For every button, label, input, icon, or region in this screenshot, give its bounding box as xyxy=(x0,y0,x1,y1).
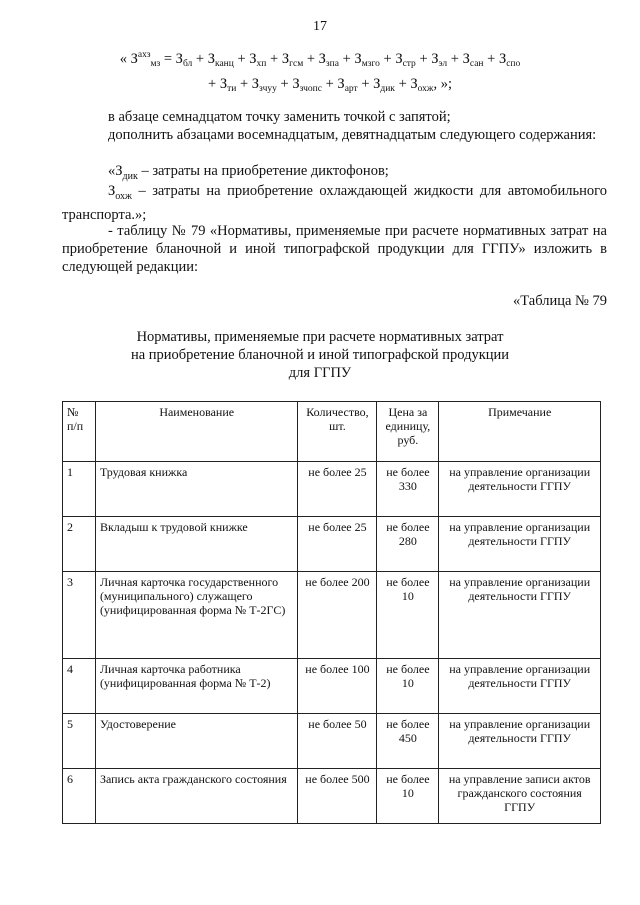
formula-term-base: З xyxy=(207,50,215,67)
formula-operator: + xyxy=(303,50,319,67)
header-price: Цена за единицу, руб. xyxy=(377,402,439,462)
cell-price: не более 10 xyxy=(377,659,439,714)
formula-term-sub: зчопс xyxy=(299,84,322,94)
formula-term-sub: охж xyxy=(417,84,434,94)
norms-table xyxy=(62,401,601,824)
p4-sub: охж xyxy=(115,190,132,202)
cell-qty: не более 25 xyxy=(298,517,377,572)
table-title xyxy=(0,328,640,382)
cell-note: на управление записи актов гражданского состояния ГГПУ xyxy=(439,769,601,824)
formula-term-base: З xyxy=(219,76,228,92)
cell-qty: не более 500 xyxy=(298,769,377,824)
formula-term-sub: зчуу xyxy=(259,84,277,94)
cell-num: 6 xyxy=(63,769,96,824)
formula-term-sub: мзго xyxy=(361,58,380,69)
formula-term-sub: эл xyxy=(438,58,448,69)
formula-lhs-sub: мз xyxy=(150,58,161,69)
formula-term-base: З xyxy=(249,50,257,67)
paragraph-5: - таблицу № 79 «Нормативы, применяемые при расчете нормативных затрат на приобретение бланочной и иной типографской продукции для ГГПУ» изложить в следующей редакции: xyxy=(62,223,607,275)
formula-operator: + xyxy=(192,50,208,67)
table-row xyxy=(63,572,601,659)
table-title-line-1: Нормативы, применяемые при расчете нормативных затрат xyxy=(136,329,504,345)
formula-term-sub: стр xyxy=(402,58,416,69)
cell-name: Удостоверение xyxy=(95,714,298,769)
cell-qty: не более 200 xyxy=(298,572,377,659)
formula-operator: + xyxy=(357,76,374,92)
cell-note: на управление организации деятельности ГГПУ xyxy=(439,714,601,769)
formula-operator: + xyxy=(415,50,432,67)
header-name: Наименование xyxy=(95,402,298,462)
cell-note: на управление организации деятельности ГГПУ xyxy=(439,462,601,517)
formula-lhs-sup: ахз xyxy=(137,50,151,60)
formula-term-sub: ти xyxy=(227,84,237,94)
cell-name: Запись акта гражданского состояния xyxy=(95,769,298,824)
paragraph-1: в абзаце семнадцатом точку заменить точкой с запятой; xyxy=(108,109,451,125)
cell-num: 2 xyxy=(63,517,96,572)
table-row xyxy=(63,714,601,769)
formula-operator: + xyxy=(236,76,252,92)
formula-term-base: З xyxy=(498,50,507,67)
table-title-line-2: на приобретение бланочной и иной типографской продукции xyxy=(130,347,510,363)
cell-name: Личная карточка работника (унифицированная форма № Т-2) xyxy=(95,659,298,714)
formula-term-base: З xyxy=(395,50,403,67)
formula-term-sub: хп xyxy=(256,58,267,69)
header-num: № п/п xyxy=(63,402,96,462)
page-number: 17 xyxy=(313,19,327,34)
formula-term-sub: арт xyxy=(344,84,358,94)
header-qty: Количество, шт. xyxy=(298,402,377,462)
formula-operator: + xyxy=(266,50,282,67)
formula-term-sub: гсм xyxy=(289,58,304,69)
cell-price: не более 450 xyxy=(377,714,439,769)
formula-line-2 xyxy=(0,76,640,94)
formula-term-base: З xyxy=(251,76,260,92)
formula-line-1 xyxy=(0,50,640,69)
formula-term-base: З xyxy=(337,76,345,92)
cell-qty: не более 50 xyxy=(298,714,377,769)
formula-term-base: З xyxy=(281,50,290,67)
cell-price: не более 280 xyxy=(377,517,439,572)
formula-operator: + xyxy=(379,50,396,67)
formula-operator: + xyxy=(394,76,411,92)
formula-term-base: З xyxy=(431,50,439,67)
cell-name: Трудовая книжка xyxy=(95,462,298,517)
formula-term-base: З xyxy=(318,50,326,67)
formula-term-sub: спо xyxy=(506,58,521,69)
formula-operator: + xyxy=(233,50,250,67)
table-reference: «Таблица № 79 xyxy=(513,293,607,309)
formula-term-sub: сан xyxy=(469,58,484,69)
formula-term-sub: канц xyxy=(214,58,234,69)
formula-term-base: З xyxy=(410,76,418,92)
cell-name: Личная карточка государственного (муниципального) служащего (унифицированная форма № Т-2ГС) xyxy=(95,572,298,659)
cell-note: на управление организации деятельности ГГПУ xyxy=(439,659,601,714)
table-row xyxy=(63,659,601,714)
cell-num: 5 xyxy=(63,714,96,769)
formula-end: , »; xyxy=(433,76,452,92)
cell-num: 3 xyxy=(63,572,96,659)
formula-operator: + xyxy=(338,50,355,67)
p3-sub: дик xyxy=(122,170,138,182)
cell-price: не более 10 xyxy=(377,572,439,659)
cell-qty: не более 100 xyxy=(298,659,377,714)
cell-name: Вкладыш к трудовой книжке xyxy=(95,517,298,572)
formula-term-base: З xyxy=(175,50,183,67)
paragraph-2: дополнить абзацами восемнадцатым, девятнадцатым следующего содержания: xyxy=(108,127,597,143)
cell-qty: не более 25 xyxy=(298,462,377,517)
cell-note: на управление организации деятельности ГГПУ xyxy=(439,572,601,659)
table-row xyxy=(63,769,601,824)
formula-operator: + xyxy=(208,76,220,92)
formula-open: « З xyxy=(119,50,138,67)
formula-term-sub: дик xyxy=(380,84,395,94)
formula-term-sub: зпа xyxy=(325,58,339,69)
cell-num: 4 xyxy=(63,659,96,714)
header-note: Примечание xyxy=(439,402,601,462)
p3-prefix: «З xyxy=(108,163,123,179)
cell-num: 1 xyxy=(63,462,96,517)
table-header-row xyxy=(63,402,601,462)
formula-term-sub: бл xyxy=(182,58,193,69)
table-row xyxy=(63,462,601,517)
formula-operator: + xyxy=(276,76,293,92)
paragraph-4 xyxy=(62,182,607,224)
formula-term-base: З xyxy=(373,76,381,92)
cell-price: не более 330 xyxy=(377,462,439,517)
p3-text: – затраты на приобретение диктофонов; xyxy=(137,163,389,179)
p4-prefix: З xyxy=(108,183,116,199)
formula-operator: = xyxy=(160,50,176,67)
formula-operator: + xyxy=(321,76,338,92)
cell-price: не более 10 xyxy=(377,769,439,824)
p4-text: – затраты на приобретение охлаждающей жидкости для автомобильного транспорта.»; xyxy=(62,183,607,223)
formula-operator: + xyxy=(483,50,499,67)
cell-note: на управление организации деятельности ГГПУ xyxy=(439,517,601,572)
formula-term-base: З xyxy=(354,50,362,67)
formula-operator: + xyxy=(447,50,463,67)
formula-term-base: З xyxy=(292,76,300,92)
formula-term-base: З xyxy=(462,50,470,67)
table-row xyxy=(63,517,601,572)
table-title-line-3: для ГГПУ xyxy=(288,365,352,381)
